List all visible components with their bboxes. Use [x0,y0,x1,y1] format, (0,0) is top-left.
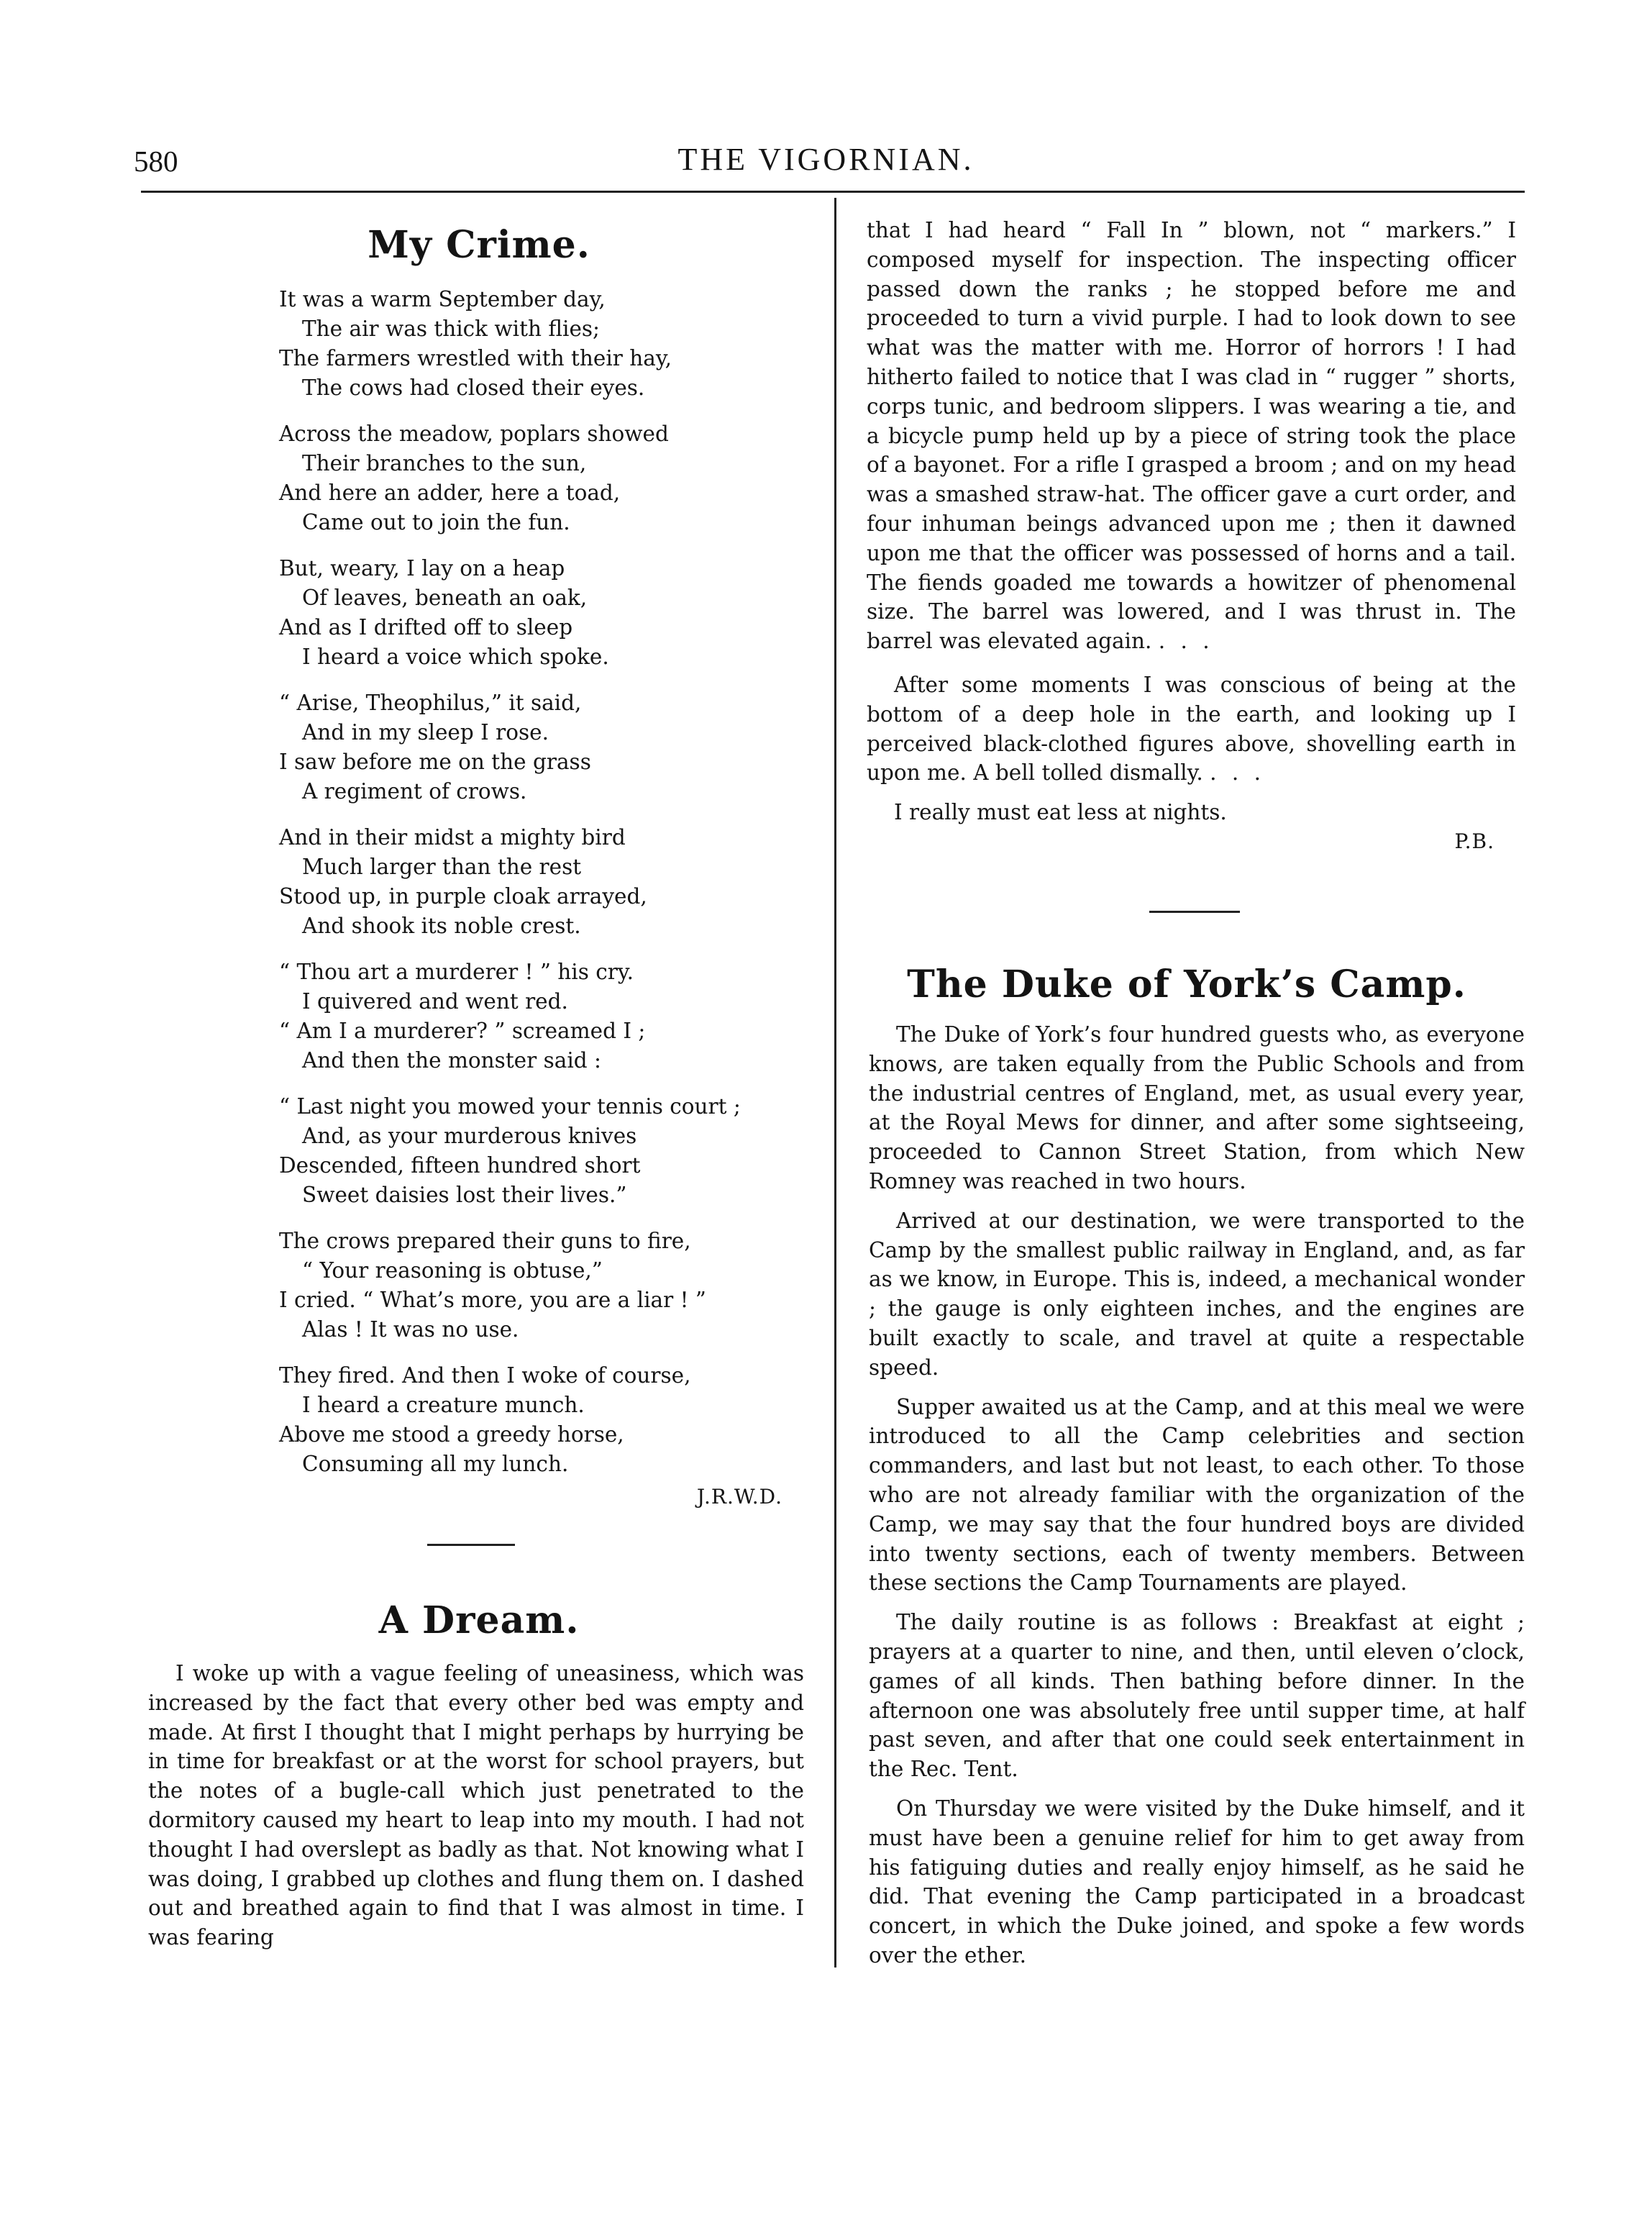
header-rule [141,191,1525,193]
running-head: THE VIGORNIAN. [677,142,975,177]
section-separator [1149,911,1240,913]
dream-paragraph: I woke up with a vague feeling of uneasiness, which was increased by the fact that every other bed was empty and made. At first I thought that I might perhaps by hurrying be in time for breakfast or at the worst for school prayers, but the notes of a bugle-call which just penetrated to the dormitory caused my heart to leap into my mouth. I had not thought I had overslept as badly as that. Not knowing what I was doing, I grabbed up clothes and flung them on. I dashed out and breathed again to find that I was almost in time. I was fearing [148,1661,804,1950]
poem-line: Stood up, in purple cloak arrayed, [279,884,647,909]
dream-paragraph: I really must eat less at nights. [894,800,1227,825]
poem-line: The cows had closed their eyes. [302,376,645,400]
poem-line: And here an adder, here a toad, [279,481,621,505]
dream-text-right [867,216,1516,857]
poem-line: Came out to join the fun. [302,510,570,534]
column-divider [834,198,836,1967]
poem-line: I cried. “ What’s more, you are a liar ! ” [279,1288,706,1312]
stanza [279,823,782,941]
stanza [279,419,782,537]
dream-paragraph [867,670,1516,788]
dream-title: A Dream. [378,1598,580,1642]
stanza [279,688,782,806]
poem-line: Across the meadow, poplars showed [279,422,669,446]
camp-paragraph: Arrived at our destination, we were transported to the Camp by the smallest public railway in England, and, as far as we know, in Europe. This is, indeed, a mechanical wonder ; the gauge is only eighteen inches, and the engines are built exactly to scale, and travel at quite a respectable speed. [869,1208,1525,1380]
page-number: 580 [134,145,178,178]
poem-line: Alas ! It was no use. [302,1317,519,1342]
dream-signature: P.B. [1454,829,1494,853]
poem-line: “ Last night you mowed your tennis court ; [279,1094,741,1119]
poem-line: I heard a voice which spoke. [302,645,609,669]
section-separator [427,1544,515,1546]
stanza [279,1092,782,1210]
stanza [279,285,782,403]
poem-line: The crows prepared their guns to fire, [279,1229,691,1253]
poem-line: Sweet daisies lost their lives.” [302,1183,627,1207]
poem-title: My Crime. [368,223,590,267]
dream-paragraph-text: After some moments I was conscious of being at the bottom of a deep hole in the earth, and looking up I perceived black-clothed figures above, shovelling earth in upon me. A bell tolled dismally. [867,672,1516,786]
poem-line: And in my sleep I rose. [302,720,549,745]
stanza [279,554,782,672]
poem-line: Of leaves, beneath an oak, [302,586,588,610]
poem-line: Above me stood a greedy horse, [279,1422,624,1447]
poem-line: I saw before me on the grass [279,750,591,774]
poem-line: And in their midst a mighty bird [279,825,626,850]
poem-line: But, weary, I lay on a heap [279,556,565,581]
camp-paragraph: The Duke of York’s four hundred guests who, as everyone knows, are taken equally from the Public Schools and from the industrial centres of England, met, as usual every year, at the Royal Mews for dinner, and after some sightseeing, proceeded to Cannon Street Station, from which New Romney was reached in two hours. [869,1022,1525,1193]
poem-line: And shook its noble crest. [302,914,581,938]
poem-line: And then the monster said : [302,1048,601,1073]
poem-line: Descended, fifteen hundred short [279,1153,641,1178]
poem-line: I quivered and went red. [302,989,568,1014]
poem-line: And, as your murderous knives [302,1124,637,1148]
poem [279,285,782,1511]
ellipsis: . . . [1210,760,1265,786]
poem-line: They fired. And then I woke of course, [279,1363,691,1388]
poem-line: “ Am I a murderer? ” screamed I ; [279,1019,646,1043]
poem-line: The air was thick with flies; [302,317,600,341]
poem-line: “ Your reasoning is obtuse,” [302,1258,603,1283]
poem-line: It was a warm September day, [279,287,606,311]
poem-line: I heard a creature munch. [302,1393,585,1417]
dream-text-left [148,1659,804,1962]
camp-paragraph: Supper awaited us at the Camp, and at this meal we were introduced to all the Camp celebrities and section commanders, and last but not least, to each other. To those who are not already familiar with the organization of the Camp, we may say that the four hundred boys are divided into twenty sections, each of twenty members. Between these sections the Camp Tournaments are played. [869,1394,1525,1596]
camp-article [869,1020,1525,1980]
stanza [279,1227,782,1345]
poem-line: Consuming all my lunch. [302,1452,569,1476]
camp-paragraph: The daily routine is as follows : Breakfast at eight ; prayers at a quarter to nine, and then, until eleven o’clock, games of all kinds. Then bathing before dinner. In the afternoon one was absolutely free until supper time, at half past seven, and after that one could seek entertainment in the Rec. Tent. [869,1610,1525,1782]
poem-line: And as I drifted off to sleep [279,615,573,640]
poem-line: “ Thou art a murderer ! ” his cry. [279,960,634,984]
poem-signature: J.R.W.D. [696,1485,782,1509]
poem-line: Their branches to the sun, [302,451,587,476]
poem-line: Much larger than the rest [302,855,582,879]
ellipsis: . . . [1158,629,1214,654]
stanza [279,1361,782,1479]
dream-paragraph-text: that I had heard “ Fall In ” blown, not “ markers.” I composed myself for inspection. The inspecting officer passed down the ranks ; he stopped before me and proceeded to turn a vivid purple. I had to look down to see what was the matter with me. Horror of horrors ! I had hitherto failed to notice that I was clad in “ rugger ” shorts, corps tunic, and bedroom slippers. I was wearing a tie, and a bicycle pump held up by a piece of string took the place of a bayonet. For a rifle I grasped a broom ; and on my head was a smashed straw-hat. The officer gave a curt order, and four inhuman beings advanced upon me ; then it dawned upon me that the officer was possessed of horns and a tail. The fiends goaded me towards a howitzer of phenomenal size. The barrel was lowered, and I was thrust in. The barrel was elevated again. [867,218,1516,654]
dream-paragraph-continued [867,216,1516,656]
camp-paragraph: On Thursday we were visited by the Duke himself, and it must have been a genuine relief for him to get away from his fatiguing duties and really enjoy himself, as he said he did. That evening the Camp participated in a broadcast concert, in which the Duke joined, and spoke a few words over the ether. [869,1796,1525,1967]
camp-title: The Duke of York’s Camp. [907,963,1466,1006]
poem-line: “ Arise, Theophilus,” it said, [279,691,582,715]
poem-line: A regiment of crows. [302,779,527,804]
poem-line: The farmers wrestled with their hay, [279,346,672,370]
stanza [279,957,782,1075]
